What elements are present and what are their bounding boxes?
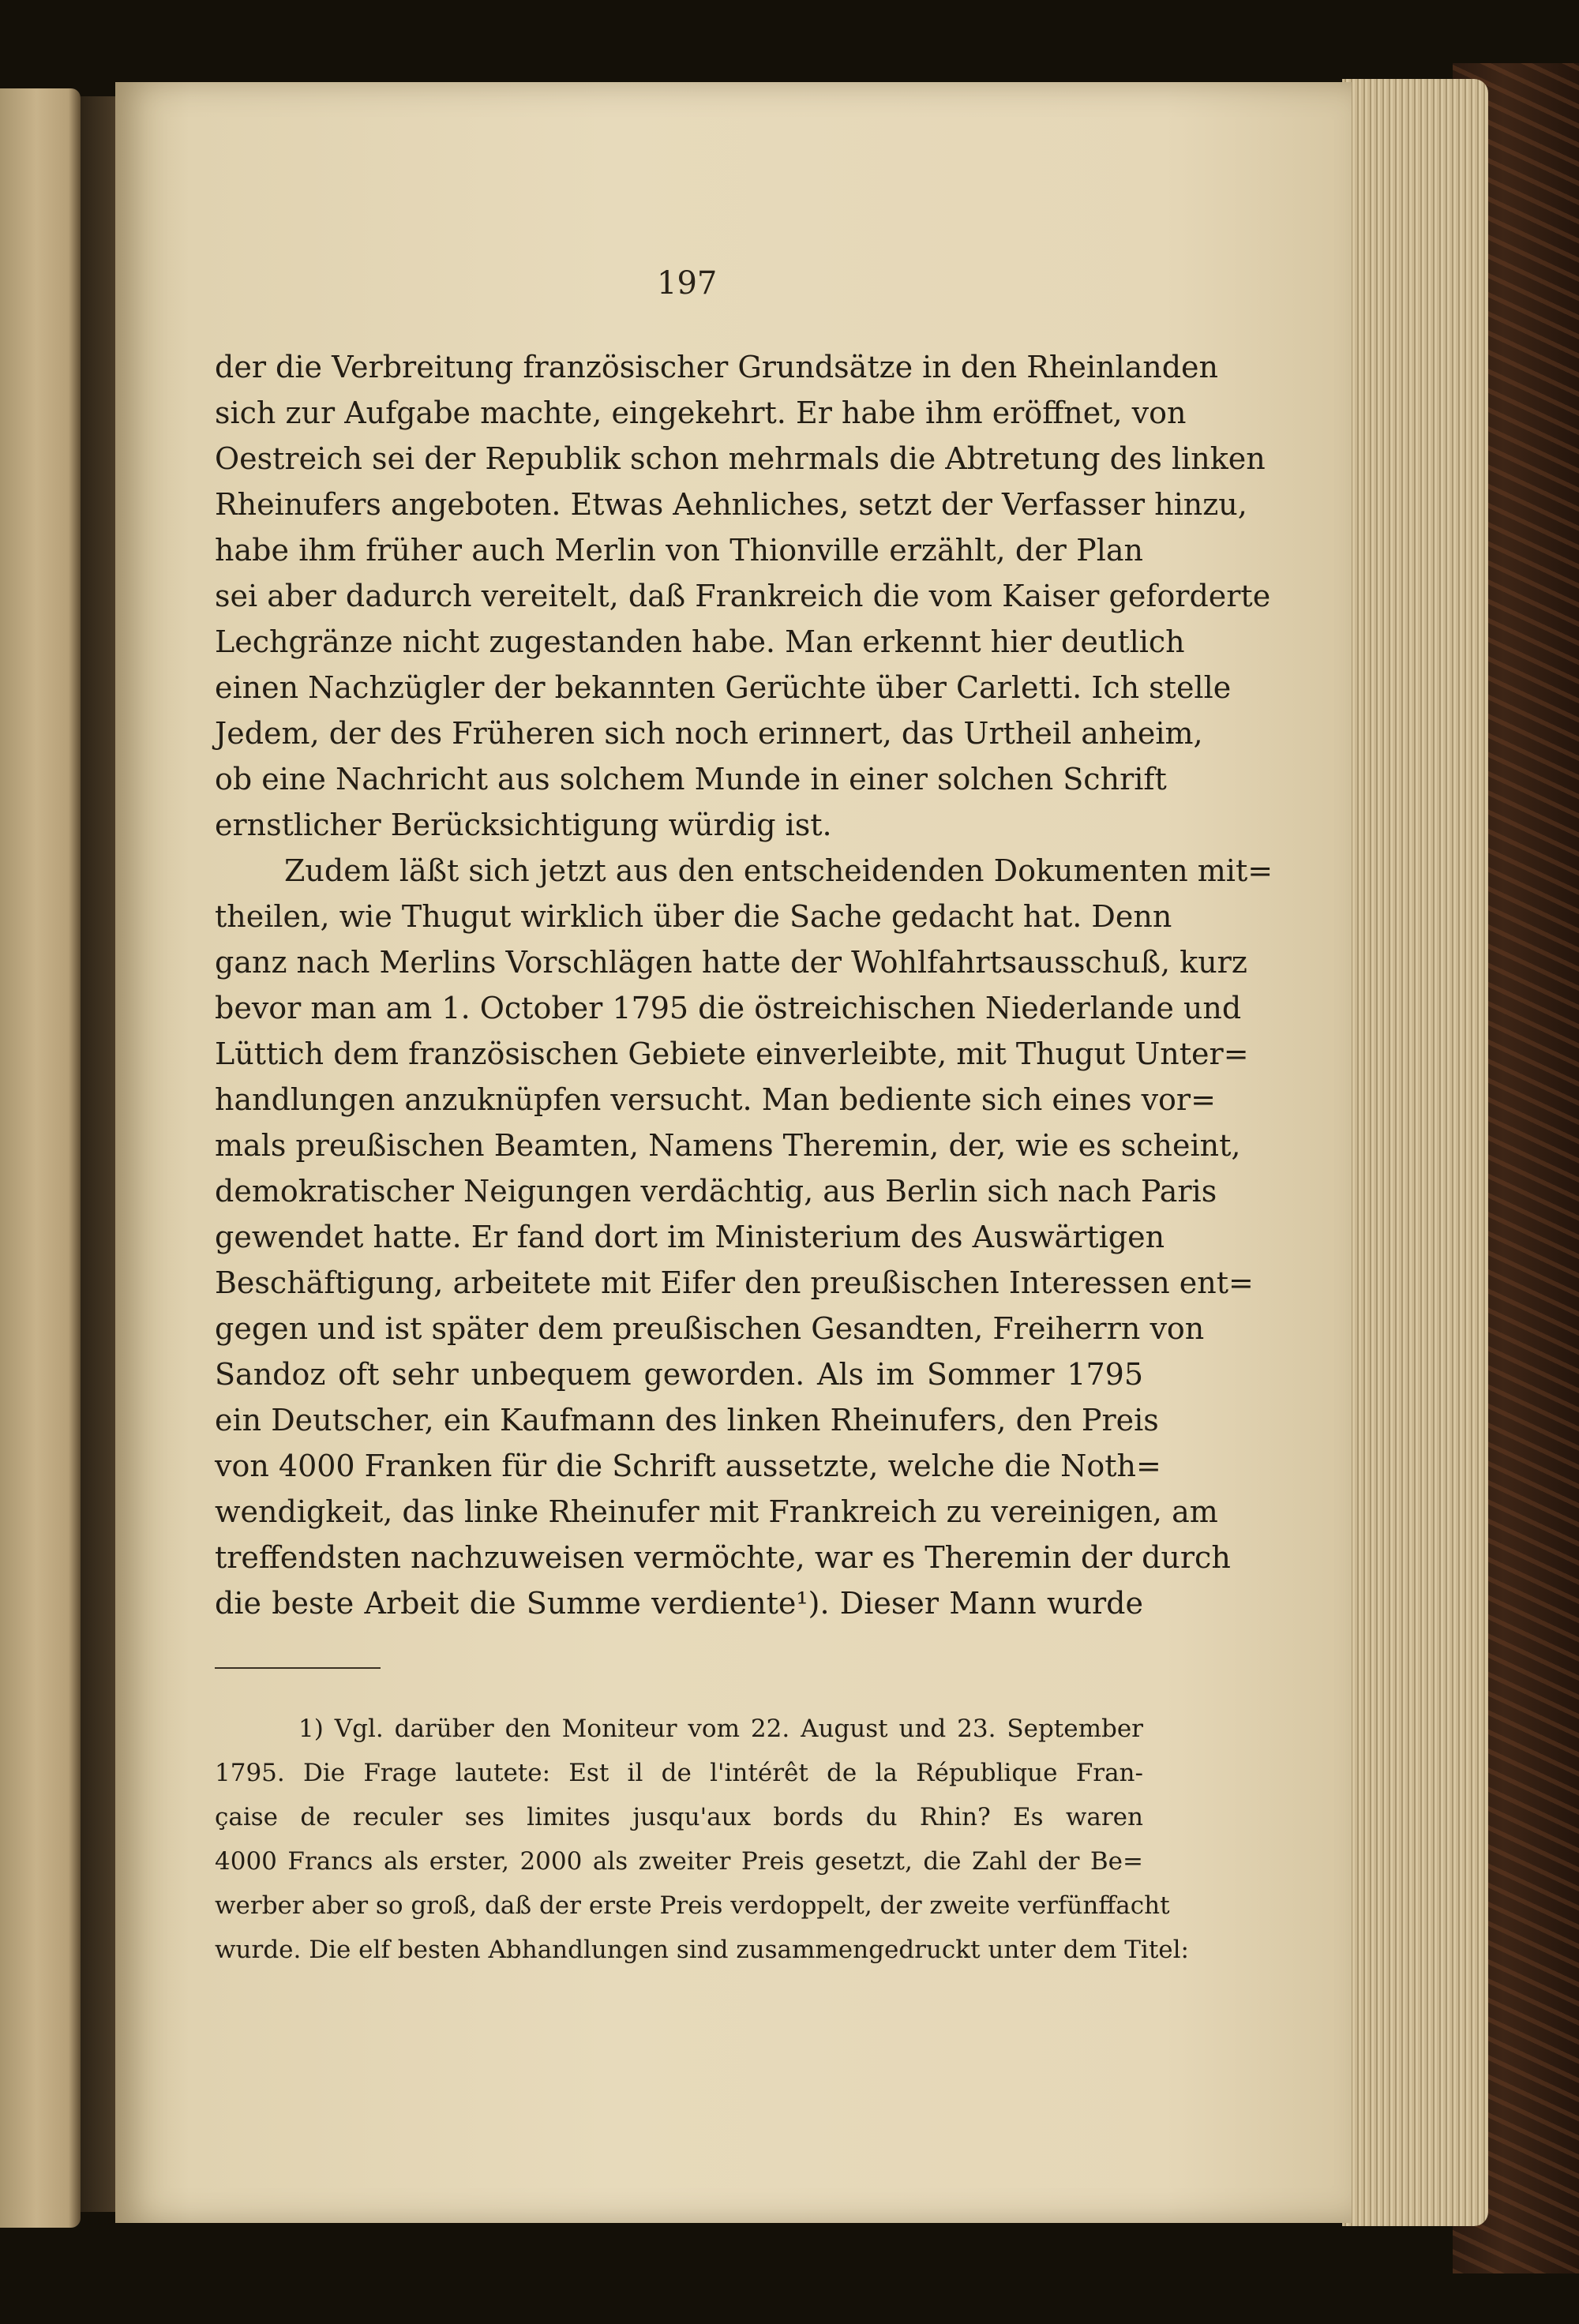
footnotes <box>215 1707 1189 1972</box>
book-gutter <box>81 96 117 2212</box>
text-line: mals preußischen Beamten, Namens Theremin, der, wie es scheint, <box>215 1128 1241 1163</box>
text-line: treffendsten nachzuweisen vermöchte, war es Theremin der durch <box>215 1540 1231 1575</box>
text-line: wendigkeit, das linke Rheinufer mit Frankreich zu vereinigen, am <box>215 1494 1218 1529</box>
text-line: der die Verbreitung französischer Grundsätze in den Rheinlanden <box>215 350 1219 384</box>
text-line: sei aber dadurch vereitelt, daß Frankreich die vom Kaiser geforderte <box>215 579 1271 613</box>
text-line: Sandoz oft sehr unbequem geworden. Als im Sommer 1795 <box>215 1357 1143 1392</box>
text-line: handlungen anzuknüpfen versucht. Man bediente sich eines vor= <box>215 1082 1216 1117</box>
text-line: theilen, wie Thugut wirklich über die Sache gedacht hat. Denn <box>215 899 1172 934</box>
text-line: die beste Arbeit die Summe verdiente¹). Dieser Mann wurde <box>215 1586 1143 1621</box>
text-line: habe ihm früher auch Merlin von Thionville erzählt, der Plan <box>215 533 1143 568</box>
page-number: 197 <box>657 265 718 302</box>
text-line: ob eine Nachricht aus solchem Munde in einer solchen Schrift <box>215 762 1167 797</box>
text-line: Oestreich sei der Republik schon mehrmals die Abtretung des linken <box>215 441 1266 476</box>
text-line: ganz nach Merlins Vorschlägen hatte der Wohlfahrtsausschuß, kurz <box>215 945 1247 980</box>
text-line: sich zur Aufgabe machte, eingekehrt. Er habe ihm eröffnet, von <box>215 395 1187 430</box>
footnote-line: 1795. Die Frage lautete: Est il de l'intérêt de la République Fran- <box>215 1759 1143 1787</box>
text-line: gewendet hatte. Er fand dort im Ministerium des Auswärtigen <box>215 1220 1165 1254</box>
text-line: Lechgränze nicht zugestanden habe. Man erkennt hier deutlich <box>215 624 1185 659</box>
text-line: ein Deutscher, ein Kaufmann des linken Rheinufers, den Preis <box>215 1403 1159 1438</box>
facing-page-edge <box>0 88 81 2228</box>
text-line: Lüttich dem französischen Gebiete einverleibte, mit Thugut Unter= <box>215 1036 1249 1071</box>
footnote-line: çaise de reculer ses limites jusqu'aux bords du Rhin? Es waren <box>215 1803 1143 1831</box>
footnote-line: 4000 Francs als erster, 2000 als zweiter Preis gesetzt, die Zahl der Be= <box>215 1847 1143 1876</box>
footnote-separator <box>215 1667 381 1669</box>
text-line: gegen und ist später dem preußischen Gesandten, Freiherrn von <box>215 1311 1205 1346</box>
text-line: einen Nachzügler der bekannten Gerüchte über Carletti. Ich stelle <box>215 670 1232 705</box>
main-text <box>215 344 1273 1626</box>
text-line: ernstlicher Berücksichtigung würdig ist. <box>215 808 832 842</box>
text-line: von 4000 Franken für die Schrift aussetzte, welche die Noth= <box>215 1449 1161 1483</box>
text-line: Beschäftigung, arbeitete mit Eifer den preußischen Interessen ent= <box>215 1265 1254 1300</box>
text-line: bevor man am 1. October 1795 die östreichischen Niederlande und <box>215 991 1242 1025</box>
text-line: Jedem, der des Früheren sich noch erinnert, das Urtheil anheim, <box>215 716 1203 751</box>
footnote-line: werber aber so groß, daß der erste Preis verdoppelt, der zweite verfünffacht <box>215 1891 1170 1920</box>
text-line: demokratischer Neigungen verdächtig, aus Berlin sich nach Paris <box>215 1174 1217 1209</box>
page-stack-edge <box>1342 79 1488 2226</box>
footnote-line: wurde. Die elf besten Abhandlungen sind zusammengedruckt unter dem Titel: <box>215 1936 1189 1964</box>
paragraph-start-line: Zudem läßt sich jetzt aus den entscheidenden Dokumenten mit= <box>284 853 1273 888</box>
footnote-line: 1) Vgl. darüber den Moniteur vom 22. August und 23. September <box>298 1715 1143 1743</box>
text-line: Rheinufers angeboten. Etwas Aehnliches, setzt der Verfasser hinzu, <box>215 487 1247 522</box>
